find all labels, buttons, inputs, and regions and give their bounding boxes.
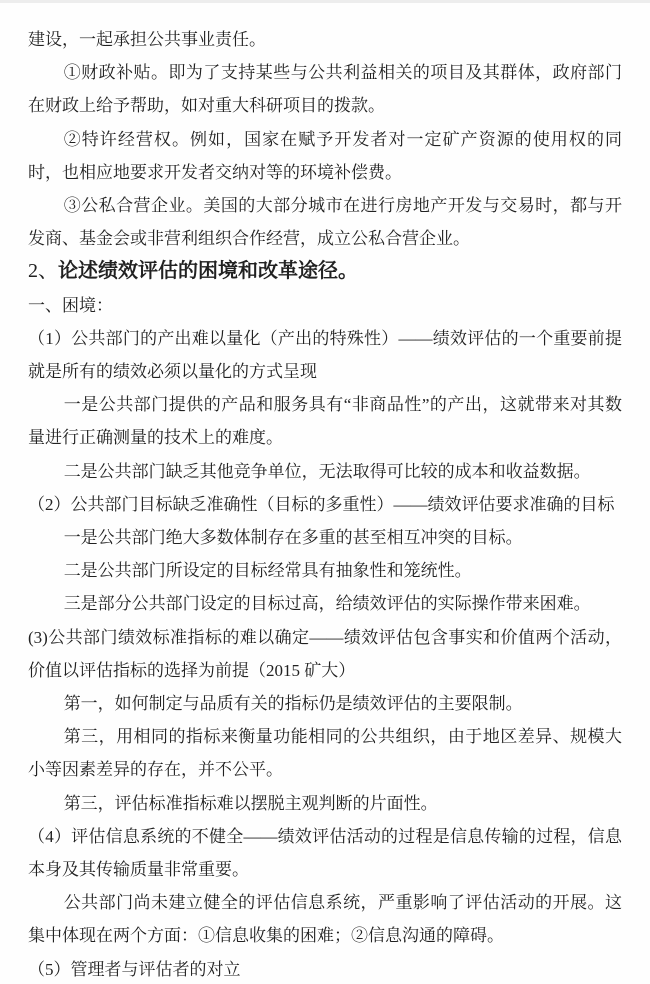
doc-paragraph: 二是公共部门所设定的目标经常具有抽象性和笼统性。 xyxy=(63,561,472,581)
doc-paragraph: (3)公共部门绩效标准指标的难以确定——绩效评估包含事实和价值两个活动，价值以评估指标的选择为前提（2015 矿大） xyxy=(28,627,622,680)
doc-paragraph: 一是公共部门提供的产品和服务具有“非商品性”的产出，这就带来对其数量进行正确测量的技术上的难度。 xyxy=(28,395,622,448)
doc-paragraph: 第三，评估标准指标难以摆脱主观判断的片面性。 xyxy=(63,793,438,813)
doc-paragraph: ③公私合营企业。美国的大部分城市在进行房地产开发与交易时，都与开发商、基金会或非营利组织合作经营，成立公私合营企业。 xyxy=(28,196,622,249)
page-top-edge xyxy=(0,0,650,3)
doc-paragraph: 二是公共部门缺乏其他竞争单位，无法取得可比较的成本和收益数据。 xyxy=(63,461,591,481)
doc-paragraph: 第三，用相同的指标来衡量功能相同的公共组织，由于地区差异、规模大小等因素差异的存在，并不公平。 xyxy=(28,727,622,780)
doc-paragraph: 三是部分公共部门设定的目标过高，给绩效评估的实际操作带来困难。 xyxy=(63,594,591,614)
doc-paragraph: （2）公共部门目标缺乏准确性（目标的多重性）——绩效评估要求准确的目标 xyxy=(28,494,615,514)
doc-paragraph: ②特许经营权。例如，国家在赋予开发者对一定矿产资源的使用权的同时，也相应地要求开发者交纳对等的环境补偿费。 xyxy=(28,129,622,182)
doc-paragraph: 第一，如何制定与品质有关的指标仍是绩效评估的主要限制。 xyxy=(63,694,523,714)
doc-paragraph: 一、困境： xyxy=(28,295,113,315)
doc-paragraph: （5）管理者与评估者的对立 xyxy=(28,959,241,979)
doc-paragraph: 公共部门尚未建立健全的评估信息系统，严重影响了评估活动的开展。这集中体现在两个方面：①信息收集的困难；②信息沟通的障碍。 xyxy=(28,893,622,946)
doc-paragraph: （4）评估信息系统的不健全——绩效评估活动的过程是信息传输的过程，信息本身及其传输质量非常重要。 xyxy=(28,826,622,880)
doc-paragraph: （1）公共部门的产出难以量化（产出的特殊性）——绩效评估的一个重要前提就是所有的绩效必须以量化的方式呈现 xyxy=(28,328,622,382)
question-number: 2、 xyxy=(28,260,58,283)
doc-paragraph: 建设，一起承担公共事业责任。 xyxy=(28,30,266,49)
question-heading-text: 论述绩效评估的困境和改革途径。 xyxy=(58,260,358,283)
doc-paragraph: ①财政补贴。即为了支持某些与公共利益相关的项目及其群体，政府部门在财政上给予帮助，如对重大科研项目的拨款。 xyxy=(28,63,622,116)
question-heading xyxy=(28,255,622,288)
doc-paragraph: 一是公共部门绝大多数体制存在多重的甚至相互冲突的目标。 xyxy=(63,528,523,548)
